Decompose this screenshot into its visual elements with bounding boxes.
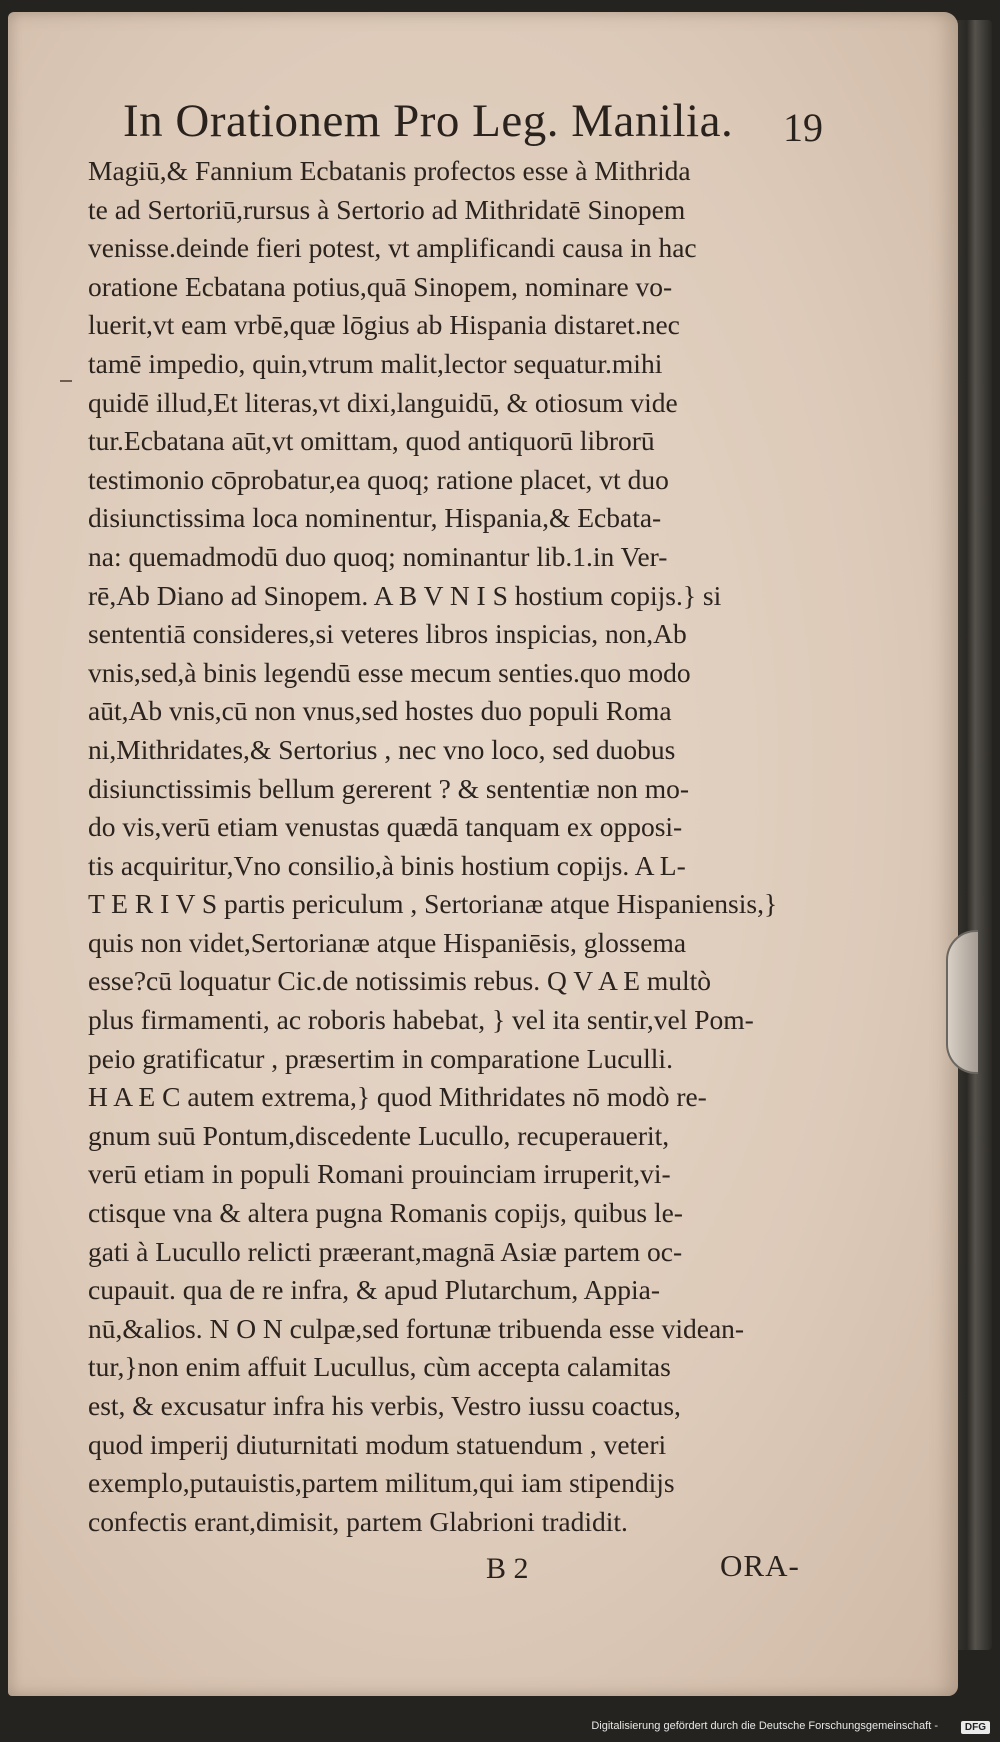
text-line: quod imperij diuturnitati modum statuendum , veteri bbox=[88, 1428, 667, 1460]
running-head: In Orationem Pro Leg. Manilia. bbox=[123, 95, 734, 147]
text-line: gati à Lucullo relicti præerant,magnā Asiæ partem oc- bbox=[88, 1235, 683, 1267]
text-line: T E R I V S partis periculum , Sertorianæ atque Hispaniensis,} bbox=[88, 888, 778, 920]
text-line: te ad Sertoriū,rursus à Sertorio ad Mithridatē Sinopem bbox=[88, 193, 686, 225]
text-line: quidē illud,Et literas,vt dixi,languidū, & otiosum vide bbox=[88, 386, 678, 418]
catchword: ORA- bbox=[720, 1548, 800, 1583]
text-line: exemplo,putauistis,partem militum,qui iam stipendijs bbox=[88, 1467, 675, 1499]
text-line: verū etiam in populi Romani prouinciam irruperit,vi- bbox=[88, 1158, 671, 1190]
text-line: est, & excusatur infra his verbis, Vestro iussu coactus, bbox=[88, 1390, 681, 1421]
text-line: ctisque vna & altera pugna Romanis copijs, quibus le- bbox=[88, 1197, 683, 1229]
text-line: oratione Ecbatana potius,quā Sinopem, nominare vo- bbox=[88, 270, 673, 302]
text-line: quis non videt,Sertorianæ atque Hispaniēsis, glossema bbox=[88, 926, 687, 958]
text-line: disiunctissima loca nominentur, Hispania,& Ecbata- bbox=[88, 502, 662, 534]
text-line: Magiū,& Fannium Ecbatanis profectos esse à Mithrida bbox=[88, 155, 691, 186]
text-line: sententiā consideres,si veteres libros inspicias, non,Ab bbox=[88, 618, 687, 650]
book-page bbox=[8, 12, 958, 1696]
text-line: luerit,vt eam vrbē,quæ lōgius ab Hispania distaret.nec bbox=[88, 309, 680, 341]
text-line: aūt,Ab vnis,cū non vnus,sed hostes duo populi Roma bbox=[88, 695, 672, 727]
text-line: tis acquiritur,Vno consilio,à binis hostium copijs. A L- bbox=[88, 849, 686, 881]
text-line: rē,Ab Diano ad Sinopem. A B V N I S hostium copijs.} si bbox=[88, 579, 722, 611]
text-line: tamē impedio, quin,vtrum malit,lector sequatur.mihi bbox=[88, 347, 663, 379]
text-line: do vis,verū etiam venustas quædā tanquam ex opposi- bbox=[88, 811, 683, 843]
text-line: na: quemadmodū duo quoq; nominantur lib.1.in Ver- bbox=[88, 540, 668, 572]
text-line: tur,}non enim affuit Lucullus, cùm accepta calamitas bbox=[88, 1351, 671, 1383]
digitization-credit: Digitalisierung gefördert durch die Deutsche Forschungsgemeinschaft - bbox=[591, 1720, 938, 1732]
text-line: cupauit. qua de re infra, & apud Plutarchum, Appia- bbox=[88, 1274, 660, 1306]
dfg-logo: DFG bbox=[961, 1721, 990, 1734]
body-text bbox=[88, 152, 848, 1541]
text-line: disiunctissimis bellum gererent ? & sententiæ non mo- bbox=[88, 772, 690, 804]
text-line: peio gratificatur , præsertim in comparatione Luculli. bbox=[88, 1042, 673, 1074]
signature-mark: B 2 bbox=[486, 1552, 529, 1585]
text-line: testimonio cōprobatur,ea quoq; ratione placet, vt duo bbox=[88, 463, 669, 495]
text-line: plus firmamenti, ac roboris habebat, } vel ita sentir,vel Pom- bbox=[88, 1004, 754, 1036]
text-line: venisse.deinde fieri potest, vt amplificandi causa in hac bbox=[88, 232, 697, 264]
text-line: vnis,sed,à binis legendū esse mecum senties.quo modo bbox=[88, 656, 691, 688]
margin-mark bbox=[60, 380, 72, 382]
page-clip bbox=[946, 930, 978, 1074]
text-line: gnum suū Pontum,discedente Lucullo, recuperauerit, bbox=[88, 1119, 670, 1151]
page-number: 19 bbox=[783, 105, 823, 150]
text-line: esse?cū loquatur Cic.de notissimis rebus. Q V A E multò bbox=[88, 965, 712, 997]
text-line: tur.Ecbatana aūt,vt omittam, quod antiquorū librorū bbox=[88, 425, 655, 457]
text-line: nū,&alios. N O N culpæ,sed fortunæ tribuenda esse videan- bbox=[88, 1312, 745, 1344]
text-line: confectis erant,dimisit, partem Glabrioni tradidit. bbox=[88, 1505, 628, 1537]
text-line: ni,Mithridates,& Sertorius , nec vno loco, sed duobus bbox=[88, 733, 676, 765]
text-line: H A E C autem extrema,} quod Mithridates nō modò re- bbox=[88, 1081, 707, 1113]
